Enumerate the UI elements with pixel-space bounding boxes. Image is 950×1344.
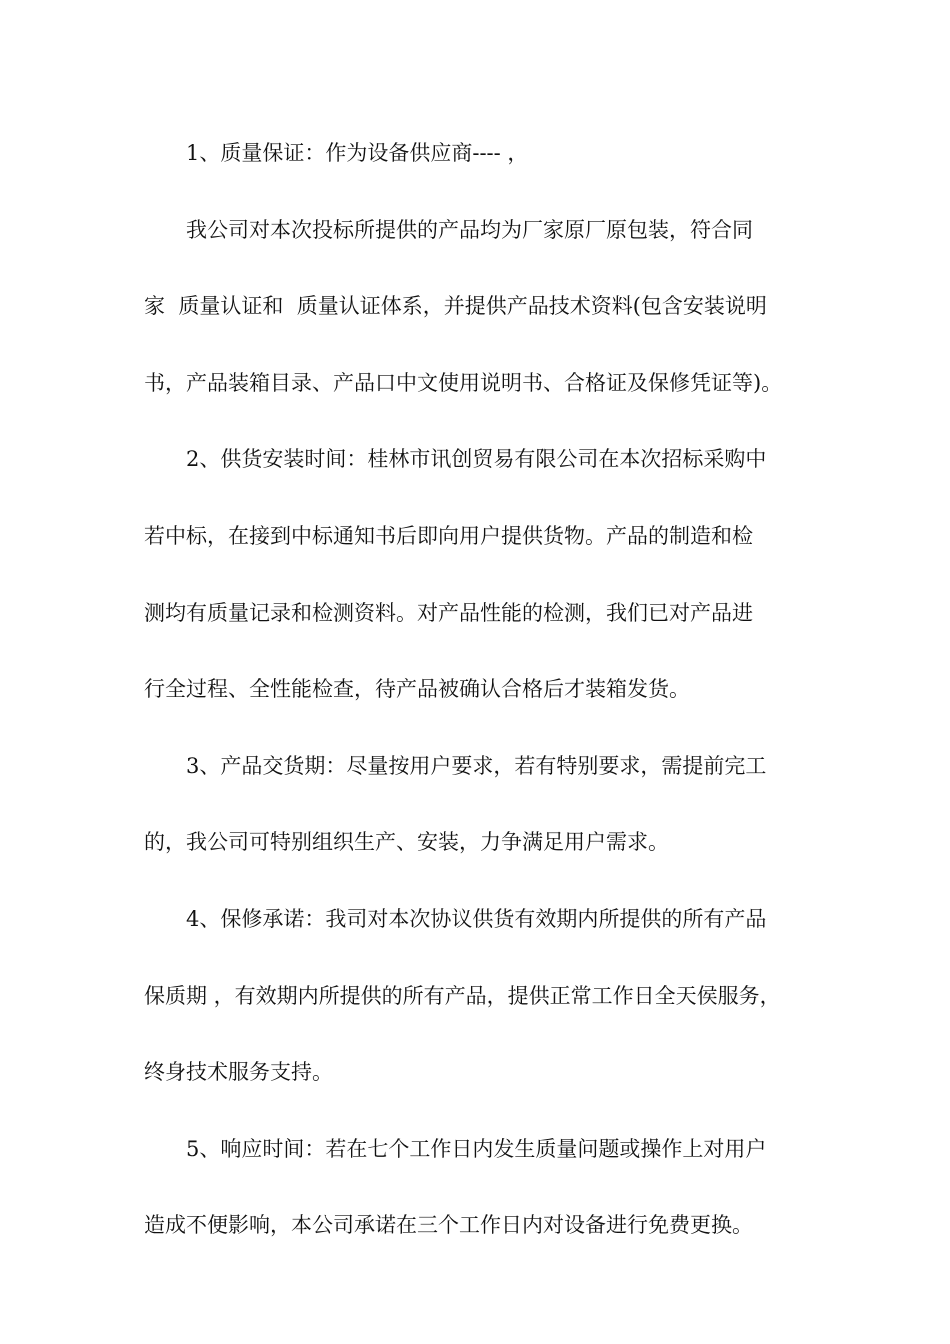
clause-5-text-line: 造成不便影响，本公司承诺在三个工作日内对设备进行免费更换。 <box>144 1213 753 1238</box>
clause-2-heading-line: 2、供货安装时间：桂林市讯创贸易有限公司在本次招标采购中 <box>186 447 767 472</box>
clause-2-text-line: 行全过程、全性能检查，待产品被确认合格后才装箱发货。 <box>144 677 690 702</box>
clause-2-text-line: 测均有质量记录和检测资料。对产品性能的检测，我们已对产品进 <box>144 600 753 625</box>
clause-1-heading-line: 1、质量保证：作为设备供应商---- ， <box>186 141 529 165</box>
clause-2-text-line: 若中标，在接到中标通知书后即向用户提供货物。产品的制造和检 <box>144 523 753 548</box>
clause-1-text-line: 书，产品装箱目录、产品口中文使用说明书、合格证及保修凭证等)。 <box>144 370 783 395</box>
clause-1-text-line: 家 质量认证和 质量认证体系，并提供产品技术资料(包含安装说明 <box>144 294 767 319</box>
clause-4-text-line: 保质期 ，有效期内所提供的所有产品，提供正常工作日全天侯服务， <box>144 983 781 1008</box>
clause-4-heading-line: 4、保修承诺：我司对本次协议供货有效期内所提供的所有产品 <box>186 906 767 931</box>
document-body <box>144 115 809 1264</box>
clause-3-text-line: 的，我公司可特别组织生产、安装，力争满足用户需求。 <box>144 830 669 855</box>
clause-5-heading-line: 5、响应时间：若在七个工作日内发生质量问题或操作上对用户 <box>186 1136 767 1161</box>
clause-4-text-line: 终身技术服务支持。 <box>144 1060 333 1085</box>
clause-1-text-line: 我公司对本次投标所提供的产品均为厂家原厂原包装，符合同 <box>186 217 753 242</box>
clause-3-heading-line: 3、产品交货期：尽量按用户要求，若有特别要求，需提前完工 <box>186 753 767 778</box>
